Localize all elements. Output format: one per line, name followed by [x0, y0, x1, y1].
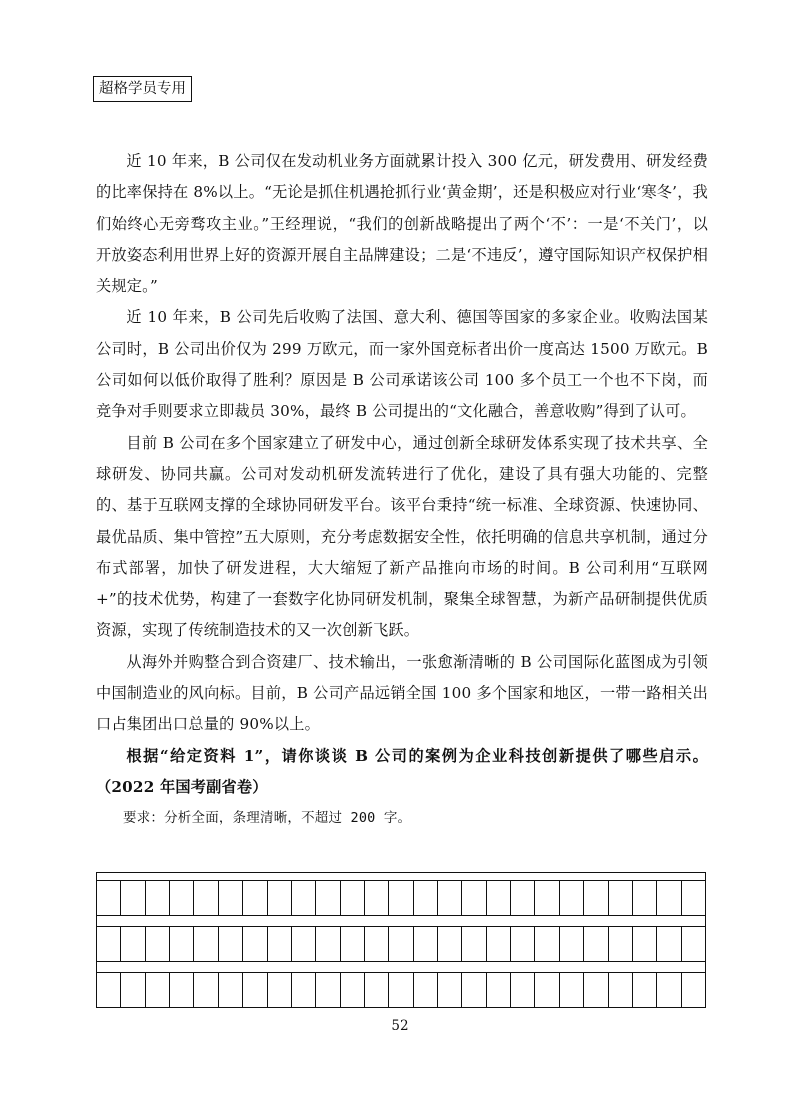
grid-cell[interactable] [584, 973, 608, 1007]
grid-cell[interactable] [462, 927, 486, 961]
grid-cell[interactable] [243, 973, 267, 1007]
grid-cell[interactable] [511, 973, 535, 1007]
grid-cell[interactable] [268, 973, 292, 1007]
grid-cell[interactable] [682, 881, 705, 915]
grid-cell[interactable] [657, 881, 681, 915]
grid-cell[interactable] [438, 973, 462, 1007]
grid-cell[interactable] [268, 881, 292, 915]
grid-spacer [96, 962, 706, 972]
grid-cell[interactable] [535, 881, 559, 915]
grid-cell[interactable] [462, 973, 486, 1007]
grid-cell[interactable] [535, 973, 559, 1007]
grid-cell[interactable] [633, 927, 657, 961]
grid-cell[interactable] [97, 881, 121, 915]
grid-cell[interactable] [341, 973, 365, 1007]
grid-cell[interactable] [609, 927, 633, 961]
paragraph-1: 近 10 年来，B 公司仅在发动机业务方面就累计投入 300 亿元，研发费用、研发经费的比率保持在 8%以上。“无论是抓住机遇抢抓行业‘黄金期’，还是积极应对行业‘寒冬’，我们始终心无旁骛攻主业。”王经理说，“我们的创新战略提出了两个‘不’：一是‘不关门’，以开放姿态利用世界上好的资源开展自主品牌建设；二是‘不违反’，遵守国际知识产权保护相关规定。” [96, 152, 708, 296]
grid-cell[interactable] [609, 881, 633, 915]
paragraph-4: 从海外并购整合到合资建厂、技术输出，一张愈渐清晰的 B 公司国际化蓝图成为引领中国制造业的风向标。目前，B 公司产品远销全国 100 多个国家和地区，一带一路相关出口占集团出口总量的 90%以上。 [96, 652, 708, 734]
grid-cell[interactable] [414, 973, 438, 1007]
grid-cell[interactable] [243, 881, 267, 915]
grid-cell[interactable] [438, 881, 462, 915]
grid-cell[interactable] [560, 881, 584, 915]
grid-cell[interactable] [414, 927, 438, 961]
grid-cell[interactable] [487, 881, 511, 915]
grid-cell[interactable] [365, 927, 389, 961]
grid-cell[interactable] [194, 927, 218, 961]
grid-cell[interactable] [365, 973, 389, 1007]
grid-cell[interactable] [609, 973, 633, 1007]
grid-cell[interactable] [292, 881, 316, 915]
grid-cell[interactable] [389, 927, 413, 961]
grid-row [96, 972, 706, 1008]
grid-cell[interactable] [170, 927, 194, 961]
grid-cell[interactable] [487, 973, 511, 1007]
grid-cell[interactable] [414, 881, 438, 915]
grid-cell[interactable] [438, 927, 462, 961]
grid-cell[interactable] [584, 927, 608, 961]
grid-cell[interactable] [462, 881, 486, 915]
grid-row [96, 880, 706, 916]
grid-cell[interactable] [511, 927, 535, 961]
grid-cell[interactable] [170, 973, 194, 1007]
grid-cell[interactable] [194, 881, 218, 915]
grid-cell[interactable] [560, 973, 584, 1007]
material-text [96, 146, 708, 835]
page-number: 52 [391, 1018, 409, 1034]
grid-cell[interactable] [146, 927, 170, 961]
grid-cell[interactable] [560, 927, 584, 961]
question-text: 根据“给定资料 1”，请你谈谈 B 公司的案例为企业科技创新提供了哪些启示。（2022 年国考副省卷） [96, 746, 708, 796]
grid-cell[interactable] [316, 973, 340, 1007]
grid-spacer [96, 872, 706, 880]
grid-cell[interactable] [121, 881, 145, 915]
grid-cell[interactable] [633, 881, 657, 915]
requirement-text: 要求：分析全面，条理清晰，不超过 200 字。 [123, 810, 412, 827]
grid-cell[interactable] [341, 927, 365, 961]
grid-cell[interactable] [389, 973, 413, 1007]
grid-cell[interactable] [146, 881, 170, 915]
student-only-stamp: 超格学员专用 [93, 76, 192, 102]
grid-cell[interactable] [657, 973, 681, 1007]
grid-spacer [96, 916, 706, 926]
grid-cell[interactable] [341, 881, 365, 915]
grid-cell[interactable] [316, 927, 340, 961]
grid-cell[interactable] [97, 927, 121, 961]
grid-cell[interactable] [535, 927, 559, 961]
grid-row [96, 926, 706, 962]
paragraph-3: 目前 B 公司在多个国家建立了研发中心，通过创新全球研发体系实现了技术共享、全球研发、协同共赢。公司对发动机研发流转进行了优化，建设了具有强大功能的、完整的、基于互联网支撑的全球协同研发平台。该平台秉持“统一标准、全球资源、快速协同、最优品质、集中管控”五大原则，充分考虑数据安全性，依托明确的信息共享机制，通过分布式部署，加快了研发进程，大大缩短了新产品推向市场的时间。B 公司利用“互联网+”的技术优势，构建了一套数字化协同研发机制，聚集全球智慧，为新产品研制提供优质资源，实现了传统制造技术的又一次创新飞跃。 [96, 433, 708, 640]
grid-cell[interactable] [292, 927, 316, 961]
grid-cell[interactable] [219, 881, 243, 915]
grid-cell[interactable] [146, 973, 170, 1007]
grid-cell[interactable] [682, 973, 705, 1007]
grid-cell[interactable] [97, 973, 121, 1007]
grid-cell[interactable] [121, 973, 145, 1007]
grid-cell[interactable] [511, 881, 535, 915]
grid-cell[interactable] [219, 973, 243, 1007]
grid-cell[interactable] [657, 927, 681, 961]
grid-cell[interactable] [365, 881, 389, 915]
grid-cell[interactable] [487, 927, 511, 961]
grid-cell[interactable] [243, 927, 267, 961]
grid-cell[interactable] [389, 881, 413, 915]
grid-cell[interactable] [170, 881, 194, 915]
grid-cell[interactable] [194, 973, 218, 1007]
grid-cell[interactable] [268, 927, 292, 961]
grid-cell[interactable] [633, 973, 657, 1007]
grid-cell[interactable] [219, 927, 243, 961]
grid-cell[interactable] [584, 881, 608, 915]
answer-grid[interactable] [96, 872, 706, 1008]
grid-cell[interactable] [316, 881, 340, 915]
grid-cell[interactable] [682, 927, 705, 961]
paragraph-2: 近 10 年来，B 公司先后收购了法国、意大利、德国等国家的多家企业。收购法国某公司时，B 公司出价仅为 299 万欧元，而一家外国竞标者出价一度高达 1500 万欧元。B 公司如何以低价取得了胜利？原因是 B 公司承诺该公司 100 多个员工一个也不下岗，而竞争对手则要求立即裁员 30%，最终 B 公司提出的“文化融合，善意收购”得到了认可。 [96, 308, 708, 421]
grid-cell[interactable] [292, 973, 316, 1007]
grid-cell[interactable] [121, 927, 145, 961]
